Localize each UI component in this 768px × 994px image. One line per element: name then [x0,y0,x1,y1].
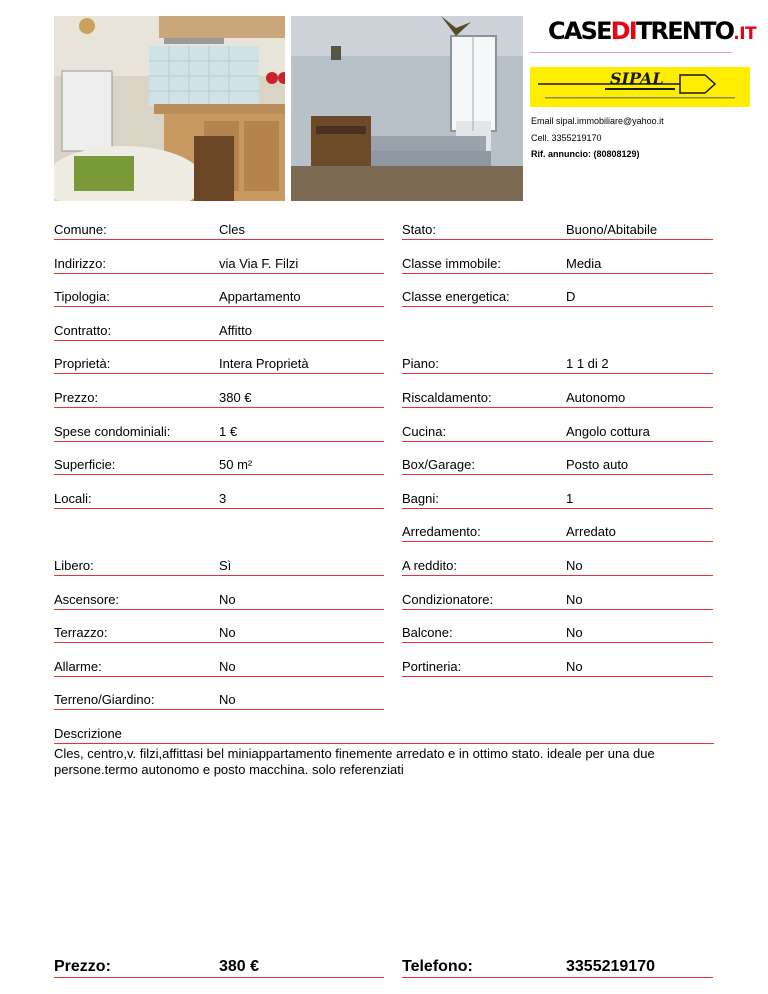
row-divider [54,441,384,442]
logo-it: .IT [733,24,757,44]
detail-label: Tipologia: [54,289,110,305]
row-divider [54,575,384,576]
detail-label: Classe immobile: [402,255,501,271]
detail-value: Sì [219,558,232,573]
detail-label: Condizionatore: [402,591,494,607]
detail-value: No [566,625,583,641]
detail-value: Arredato [566,524,616,540]
kitchen-photo [54,16,285,201]
detail-label: A reddito: [402,558,457,573]
contact-email[interactable]: Email sipal.immobiliare@yahoo.it [531,116,664,126]
detail-label: Bagni: [402,490,439,506]
row-divider [54,407,384,408]
detail-value: 1 1 di 2 [566,356,609,372]
description-divider [54,743,714,744]
detail-value: No [566,658,583,674]
agency-logo [530,67,750,107]
detail-value: No [219,692,236,708]
detail-value: Media [566,255,602,271]
row-divider [402,239,713,240]
detail-label: Prezzo: [54,390,99,405]
footer-phone-label: Telefono: [402,958,473,975]
row-divider [54,642,384,643]
detail-label: Balcone: [402,625,453,641]
detail-label: Indirizzo: [54,255,107,271]
row-divider [54,508,384,509]
row-divider [402,575,713,576]
footer-price-label: Prezzo: [54,958,111,975]
detail-label: Portineria: [402,658,462,674]
footer-divider-right [402,977,713,978]
detail-label: Spese condominiali: [54,423,171,439]
detail-value: 3 [219,490,227,506]
detail-value: Intera Proprietà [219,356,309,372]
detail-value: via Via F. Filzi [219,255,299,271]
row-divider [54,676,384,677]
logo-di: DI [610,17,636,45]
row-divider [402,642,713,643]
detail-label: Box/Garage: [402,457,475,473]
footer-phone-value[interactable]: 3355219170 [566,958,655,975]
detail-value: 1 € [219,423,238,439]
row-divider [402,474,713,475]
footer-divider-left [54,977,384,978]
detail-label: Comune: [54,222,107,237]
row-divider [402,676,713,677]
bedroom-photo [291,16,523,201]
row-divider [54,340,384,341]
detail-value: 380 € [219,390,252,405]
agency-logo-text: SIPAL [610,69,664,88]
row-divider [402,508,713,509]
row-divider [402,273,713,274]
description-text: Cles, centro,v. filzi,affittasi bel miniappartamento finemente arredato e in ottimo stato. ideale per una due persone.termo autonomo e posto macchina. solo referenziati [54,746,655,777]
detail-label: Allarme: [54,658,102,674]
detail-label: Arredamento: [402,524,481,540]
row-divider [402,441,713,442]
row-divider [402,407,713,408]
detail-value: Angolo cottura [566,423,650,439]
description-title: Descrizione [54,726,122,741]
row-divider [54,709,384,710]
logo-trento: TRENTO [635,17,734,45]
row-divider [54,474,384,475]
site-logo[interactable] [548,12,757,50]
footer-price-value: 380 € [219,958,260,975]
detail-value: No [219,591,236,607]
detail-label: Riscaldamento: [402,390,492,405]
detail-label: Stato: [402,222,436,237]
row-divider [54,273,384,274]
detail-value: No [566,591,583,607]
logo-case: CASE [548,17,611,45]
detail-label: Terreno/Giardino: [54,692,155,708]
detail-value: D [566,289,576,305]
row-divider [54,373,384,374]
detail-value: Buono/Abitabile [566,222,658,237]
detail-value: No [219,658,236,674]
row-divider [54,239,384,240]
row-divider [402,541,713,542]
row-divider [54,609,384,610]
detail-value: No [566,558,583,573]
detail-label: Locali: [54,490,92,506]
contact-cell[interactable]: Cell. 3355219170 [531,133,602,143]
detail-label: Ascensore: [54,591,120,607]
detail-value: Autonomo [566,390,626,405]
row-divider [402,609,713,610]
detail-label: Superficie: [54,457,116,473]
detail-value: Appartamento [219,289,301,305]
detail-value: Cles [219,222,246,237]
row-divider [54,306,384,307]
detail-label: Piano: [402,356,439,372]
logo-divider [530,52,732,53]
detail-value: Posto auto [566,457,629,473]
detail-value: Affitto [219,322,253,338]
row-divider [402,373,713,374]
detail-label: Proprietà: [54,356,111,372]
detail-label: Terrazzo: [54,625,108,641]
detail-value: 50 m² [219,457,253,473]
detail-label: Contratto: [54,322,112,338]
detail-label: Classe energetica: [402,289,510,305]
detail-value: 1 [566,490,574,506]
listing-reference: Rif. annuncio: (80808129) [531,149,640,159]
detail-label: Cucina: [402,423,447,439]
detail-label: Libero: [54,558,94,573]
row-divider [402,306,713,307]
detail-value: No [219,625,236,641]
